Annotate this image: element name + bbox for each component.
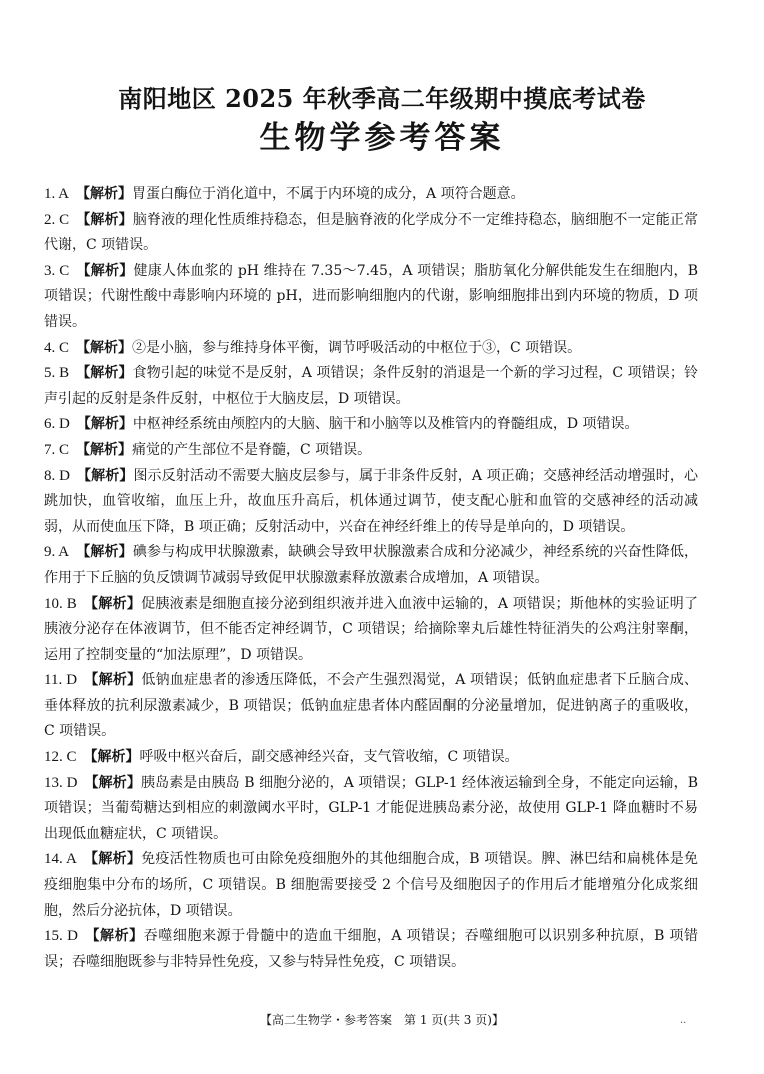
answer-explanation: 碘参与构成甲状腺激素，缺碘会导致甲状腺激素合成和分泌减少，神经系统的兴奋性降低，作用于下丘脑的负反馈调节减弱导致促甲状腺激素释放激素合成增加，A 项错误。 (44, 544, 698, 586)
answer-item (44, 592, 698, 669)
answer-number: 15. D (44, 928, 78, 945)
answer-number: 13. D (44, 774, 78, 791)
analysis-tag: 【解析】 (84, 672, 142, 689)
corner-mark: .. (680, 1015, 687, 1026)
answer-explanation: 促胰液素是细胞直接分泌到组织液并进入血液中运输的，A 项错误；斯他林的实验证明了胰液分泌存在体液调节，但不能否定神经调节，C 项错误；给摘除睾丸后雄性特征消失的公鸡注射睾酮，运用了控制变量的“加法原理”，D 项错误。 (44, 595, 698, 663)
answer-item (44, 259, 698, 336)
answer-explanation: 图示反射活动不需要大脑皮层参与，属于非条件反射，A 项正确；交感神经活动增强时，心跳加快，血管收缩，血压上升，故血压升高后，机体通过调节，使支配心脏和血管的交感神经的活动减弱，从而使血压下降，B 项正确；反射活动中，兴奋在神经纤维上的传导是单向的，D 项错误。 (44, 467, 698, 535)
analysis-tag: 【解析】 (76, 262, 134, 279)
answer-explanation: 痛觉的产生部位不是脊髓，C 项错误。 (132, 441, 372, 458)
answer-item (44, 540, 698, 591)
analysis-tag: 【解析】 (84, 774, 141, 791)
answer-item (44, 464, 698, 541)
answer-number: 4. C (44, 339, 70, 356)
answer-explanation: 免疫活性物质也可由除免疫细胞外的其他细胞合成，B 项错误。脾、淋巴结和扁桃体是免疫细胞集中分布的场所，C 项错误。B 细胞需要接受 2 个信号及细胞因子的作用后才能增殖分化成浆细胞，然后分泌抗体，D 项错误。 (44, 851, 698, 919)
answer-number: 12. C (44, 749, 77, 766)
document-title: 生物学参考答案 (259, 120, 505, 156)
answer-number: 7. C (44, 441, 70, 458)
answer-explanation: 吞噬细胞来源于骨髓中的造血干细胞，A 项错误；吞噬细胞可以识别多种抗原，B 项错误；吞噬细胞既参与非特异性免疫，又参与特异性免疫，C 项错误。 (44, 928, 699, 970)
answer-number: 2. C (44, 211, 70, 228)
answer-explanation: 胰岛素是由胰岛 B 细胞分泌的，A 项错误；GLP-1 经体液运输到全身，不能定向运输，B 项错误；当葡萄糖达到相应的刺激阈水平时，GLP-1 才能促进胰岛素分泌，故使用 GLP-1 降血糖时不易出现低血糖症状，C 项错误。 (44, 774, 698, 842)
analysis-tag: 【解析】 (76, 339, 133, 356)
analysis-tag: 【解析】 (76, 441, 133, 458)
answer-number: 8. D (44, 467, 70, 484)
analysis-tag: 【解析】 (84, 928, 144, 945)
answer-item (44, 336, 698, 362)
answer-explanation: 脑脊液的理化性质维持稳态，但是脑脊液的化学成分不一定维持稳态，脑细胞不一定能正常代谢，C 项错误。 (44, 211, 698, 254)
answer-item (44, 771, 698, 848)
answer-explanation: 胃蛋白酶位于消化道中，不属于内环境的成分，A 项符合题意。 (132, 186, 525, 202)
answer-number: 6. D (44, 416, 70, 433)
answer-explanation: 呼吸中枢兴奋后，副交感神经兴奋，支气管收缩，C 项错误。 (139, 749, 519, 766)
page-footer: 【高二生物学・参考答案 第 1 页(共 3 页)】 (260, 1013, 504, 1027)
answer-explanation: 健康人体血浆的 pH 维持在 7.35～7.45，A 项错误；脂肪氧化分解供能发生在细胞内，B 项错误；代谢性酸中毒影响内环境的 pH，进而影响细胞内的代谢，影响细胞排出到内环境的物质，D 项错误。 (44, 262, 698, 330)
analysis-tag: 【解析】 (76, 365, 133, 382)
exam-title: 南阳地区 2025 年秋季高二年级期中摸底考试卷 (118, 84, 646, 113)
answer-number: 1. A (44, 186, 70, 202)
answer-item (44, 668, 698, 745)
analysis-tag: 【解析】 (76, 416, 133, 433)
answer-explanation: 中枢神经系统由颅腔内的大脑、脑干和小脑等以及椎管内的脊髓组成，D 项错误。 (132, 416, 639, 433)
answer-number: 3. C (44, 262, 70, 279)
analysis-tag: 【解析】 (76, 467, 134, 484)
analysis-tag: 【解析】 (83, 851, 142, 868)
answer-explanation: ②是小脑，参与维持身体平衡，调节呼吸活动的中枢位于③，C 项错误。 (132, 339, 582, 356)
answer-item (44, 438, 698, 464)
answer-item (44, 745, 698, 771)
answer-item (44, 182, 698, 208)
answer-explanation: 低钠血症患者的渗透压降低，不会产生强烈渴觉，A 项错误；低钠血症患者下丘脑合成、垂体释放的抗利尿激素减少，B 项错误；低钠血症患者体内醛固酮的分泌量增加，促进钠离子的重吸收，C 项错误。 (44, 672, 699, 740)
answer-number: 11. D (44, 672, 78, 689)
answer-number: 10. B (44, 595, 77, 612)
analysis-tag: 【解析】 (76, 186, 133, 202)
answer-list (44, 182, 698, 975)
answer-explanation: 食物引起的味觉不是反射，A 项错误；条件反射的消退是一个新的学习过程，C 项错误；铃声引起的反射是条件反射，中枢位于大脑皮层，D 项错误。 (44, 365, 698, 407)
answer-item (44, 847, 698, 924)
answer-item (44, 361, 698, 412)
answer-number: 5. B (44, 365, 70, 382)
analysis-tag: 【解析】 (76, 211, 133, 228)
analysis-tag: 【解析】 (83, 749, 140, 766)
answer-item (44, 924, 698, 975)
analysis-tag: 【解析】 (83, 595, 142, 612)
answer-number: 14. A (44, 851, 77, 868)
answer-item (44, 208, 698, 259)
answer-number: 9. A (44, 544, 70, 561)
analysis-tag: 【解析】 (76, 544, 133, 561)
answer-item (44, 412, 698, 438)
